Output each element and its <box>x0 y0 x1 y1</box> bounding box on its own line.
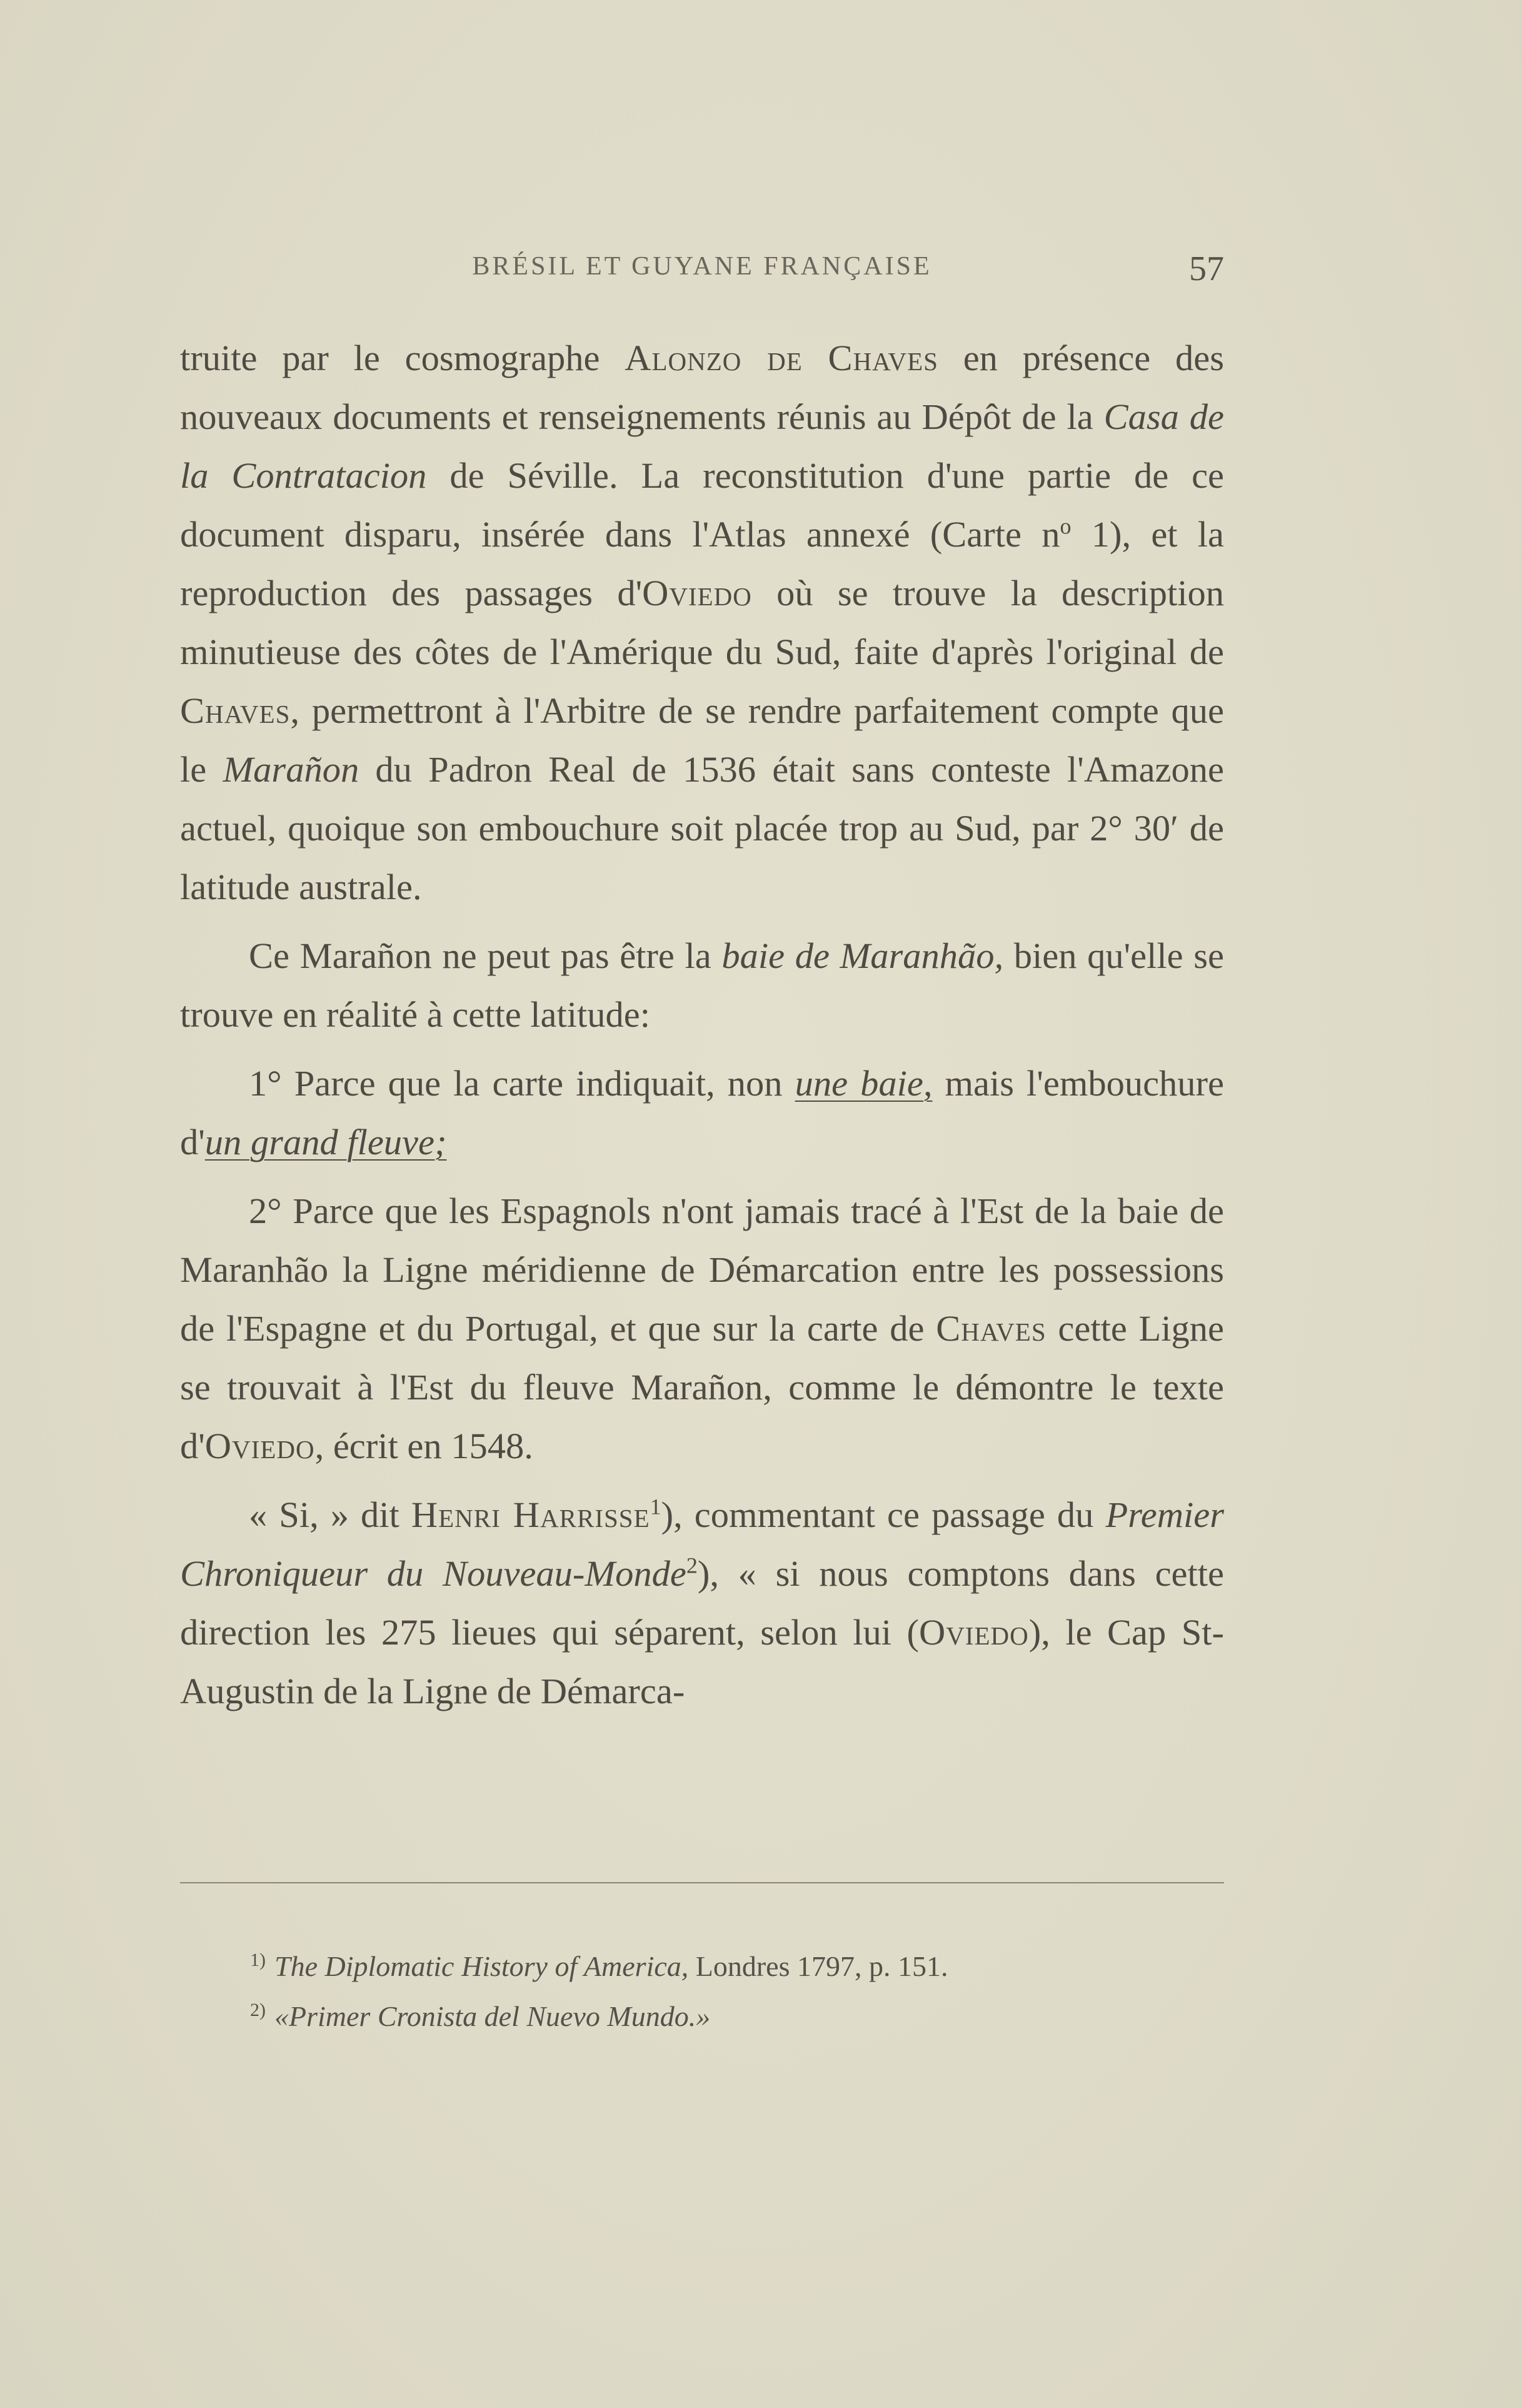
author-name: Alonzo de Chaves <box>625 338 938 378</box>
author-name: Oviedo <box>918 1612 1029 1653</box>
text-run: Ce Marañon ne peut pas être la <box>249 935 722 976</box>
text-run: ), commentant ce passage du <box>661 1494 1106 1535</box>
text-run: , permettront à l'Arbitre de se rendre parfaitement compte que le <box>180 690 1224 790</box>
italic-title: Premier Chroniqueur du Nouveau-Monde <box>180 1494 1224 1594</box>
footnote-divider <box>180 1882 1224 1883</box>
underlined-italic: un grand fleuve; <box>204 1122 447 1162</box>
paragraph-3 <box>180 1054 1224 1172</box>
footnote-title: The Diplomatic History of America, <box>274 1950 689 1982</box>
text-run: en présence des nouveaux documents et renseignements réunis au Dépôt de la <box>180 338 1225 437</box>
text-run: 2° Parce que les Espagnols n'ont jamais tracé à l'Est de la baie de Maranhão la Ligne méridienne de Démarcation entre les possessions de l'Espagne et du Portugal, et que sur la carte de <box>180 1191 1224 1349</box>
text-run: ), le Cap St-Augustin de la Ligne de Démarca- <box>180 1612 1225 1711</box>
text-run: bien qu'elle se trouve en réalité à cette latitude: <box>180 935 1224 1035</box>
italic-term: baie de Maranhão, <box>721 935 1004 976</box>
footnote-2 <box>250 1992 1225 2042</box>
italic-term: Marañon <box>223 749 359 790</box>
paragraph-1 <box>180 329 1224 917</box>
italic-title: Casa de la Contratacion <box>180 396 1225 496</box>
author-name: Oviedo <box>642 573 752 613</box>
text-run: truite par le cosmographe <box>180 338 625 378</box>
text-run: « Si, » dit <box>249 1494 411 1535</box>
footnote-mark: 1) <box>250 1949 266 1970</box>
paragraph-2 <box>180 927 1224 1044</box>
superscript: o <box>1060 513 1072 539</box>
paragraph-5 <box>180 1486 1224 1721</box>
text-run: , écrit en 1548. <box>314 1426 533 1466</box>
body-text <box>180 329 1224 1721</box>
author-name: Chaves <box>936 1308 1047 1349</box>
footnote-text: Londres 1797, p. 151. <box>688 1950 948 1982</box>
text-run: cette Ligne se trouvait à l'Est du fleuve Marañon, comme le démontre le texte d' <box>180 1308 1225 1466</box>
underlined-italic: une baie, <box>795 1063 933 1104</box>
text-run: mais l'embouchure d' <box>180 1063 1224 1162</box>
author-name: Henri Harrisse <box>411 1494 650 1535</box>
text-run: 1° Parce que la carte indiquait, non <box>249 1063 795 1104</box>
footnote-mark: 2) <box>250 1999 266 2020</box>
footnotes <box>250 1942 1225 2042</box>
footnote-ref: 1 <box>650 1494 661 1519</box>
running-title: BRÉSIL ET GUYANE FRANÇAISE <box>472 252 932 281</box>
text-run: ), « si nous comptons dans cette direction les 275 lieues qui séparent, selon lui ( <box>180 1553 1224 1653</box>
text-run: du Padron Real de 1536 était sans conteste l'Amazone actuel, quoique son embouchure soit placée trop au Sud, par 2° 30′ de latitude australe. <box>180 749 1224 907</box>
text-run: où se trouve la description minutieuse des côtes de l'Amérique du Sud, faite d'après l'original de <box>180 573 1224 672</box>
author-name: Chaves <box>180 690 291 731</box>
footnote-ref: 2 <box>686 1553 698 1578</box>
running-header <box>180 251 1224 289</box>
text-run: 1), et la reproduction des passages d' <box>180 514 1224 613</box>
footnote-title: «Primer Cronista del Nuevo Mundo.» <box>274 2000 711 2032</box>
paragraph-4 <box>180 1182 1224 1476</box>
author-name: Oviedo <box>204 1426 315 1466</box>
text-run: de Séville. La reconstitution d'une partie de ce document disparu, insérée dans l'Atlas annexé (Carte n <box>180 455 1225 555</box>
footnote-1 <box>250 1942 1225 1992</box>
page-number: 57 <box>1189 249 1224 288</box>
